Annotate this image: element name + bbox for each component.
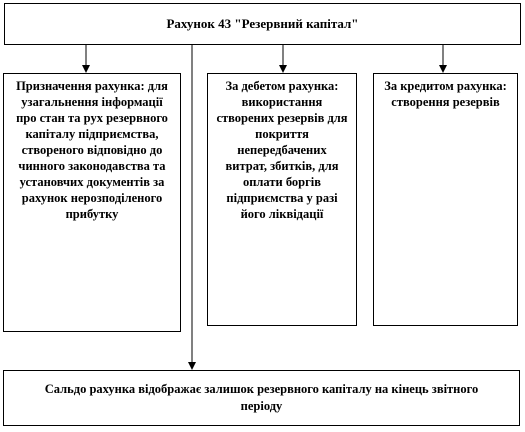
purpose-text: Призначення рахунка: для узагальнення інформації про стан та рух резервного капіталу підприємства, створеного відповідно до чинного законодавства та установчих документів за рахунок нерозподіленого прибутку bbox=[16, 79, 168, 221]
account-title: Рахунок 43 "Резервний капітал" bbox=[166, 16, 359, 31]
balance-box bbox=[3, 370, 520, 426]
account-title-box bbox=[4, 3, 521, 45]
debit-box bbox=[207, 73, 357, 326]
debit-text: За дебетом рахунка: використання створених резервів для покриття непередбачених витрат, збитків, для оплати боргів підприємства у разі його ліквідації bbox=[216, 79, 348, 221]
credit-text: За кредитом рахунка: створення резервів bbox=[384, 79, 507, 109]
credit-box bbox=[373, 73, 518, 326]
purpose-box bbox=[3, 73, 181, 332]
balance-text: Сальдо рахунка відображає залишок резервного капіталу на кінець звітного періоду bbox=[44, 382, 479, 413]
